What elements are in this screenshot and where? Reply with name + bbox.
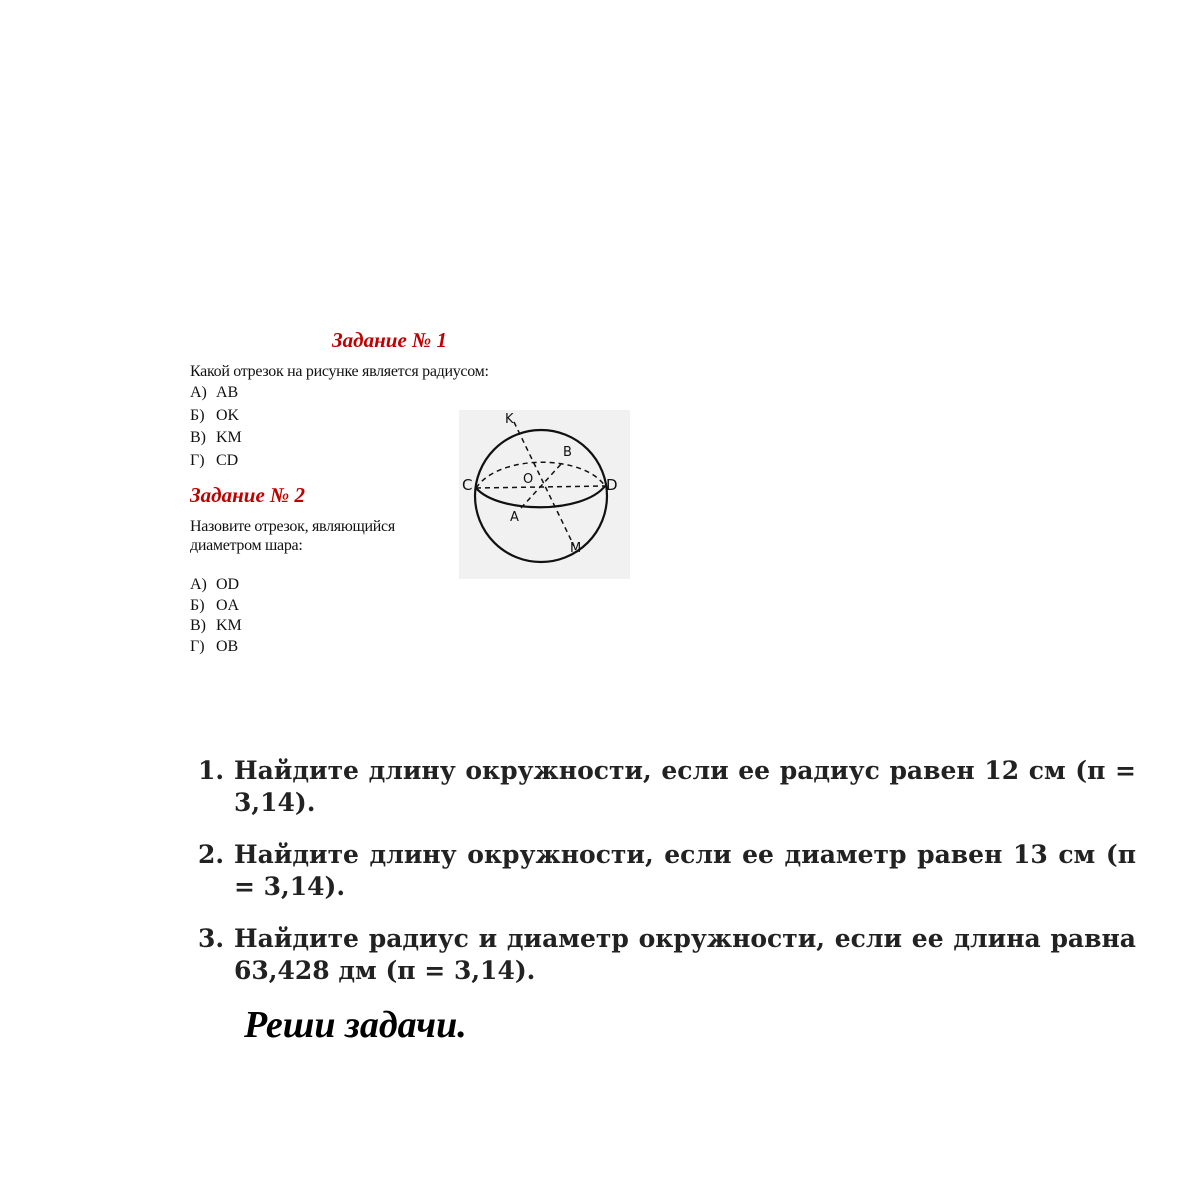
option-letter: Б): [190, 596, 205, 614]
task2-options: [190, 575, 242, 657]
label-a: A: [510, 510, 519, 525]
sphere-figure: [459, 410, 630, 579]
equator-back: [476, 462, 605, 488]
sphere-drawing: [459, 410, 630, 579]
task2-option-d: [190, 637, 242, 658]
task1-option-c: [190, 427, 242, 450]
label-m: M: [570, 541, 582, 556]
problem-number: 2.: [198, 840, 225, 869]
task2-question: Назовите отрезок, являющийся диаметром шара:: [190, 518, 395, 554]
task1-options: [190, 382, 242, 472]
problem-list: [198, 755, 1136, 1007]
label-o: O: [523, 472, 534, 487]
option-text: AB: [216, 384, 239, 401]
option-letter: А): [190, 576, 207, 593]
option-text: KM: [216, 617, 242, 634]
option-letter: Б): [190, 406, 205, 424]
problem-number: 3.: [198, 924, 225, 953]
task2-option-b: [190, 596, 242, 617]
label-b: B: [563, 445, 572, 460]
task2-heading: Задание № 2: [190, 483, 305, 507]
option-text: KM: [216, 429, 242, 446]
option-text: OD: [216, 576, 240, 593]
sphere-outline: [475, 430, 607, 562]
option-text: OA: [216, 596, 240, 614]
option-letter: А): [190, 384, 207, 401]
problem-text: Найдите радиус и диаметр окружности, если ее длина равна 63,428 дм (π = 3,14).: [234, 924, 1136, 985]
equator-front: [476, 486, 605, 507]
option-letter: Г): [190, 451, 205, 469]
option-text: OB: [216, 637, 239, 655]
problem-item: [198, 755, 1136, 819]
problem-number: 1.: [198, 756, 225, 785]
task1-option-a: [190, 382, 242, 405]
option-letter: Г): [190, 637, 205, 655]
label-d: D: [606, 476, 618, 494]
option-letter: В): [190, 429, 206, 446]
problem-item: [198, 923, 1136, 987]
task1-question: Какой отрезок на рисунке является радиусом:: [190, 363, 489, 380]
label-k: K: [505, 412, 514, 427]
option-text: CD: [216, 451, 239, 469]
problem-item: [198, 839, 1136, 903]
solve-title: Реши задачи.: [244, 1004, 467, 1046]
task1-option-b: [190, 405, 242, 428]
task1-heading: Задание № 1: [332, 328, 447, 352]
label-c: C: [462, 476, 473, 494]
task2-option-a: [190, 575, 242, 596]
option-letter: В): [190, 617, 206, 634]
task2-option-c: [190, 616, 242, 637]
option-text: OK: [216, 406, 240, 424]
problem-text: Найдите длину окружности, если ее радиус равен 12 см (π = 3,14).: [234, 756, 1136, 817]
task1-option-d: [190, 450, 242, 473]
problem-text: Найдите длину окружности, если ее диаметр равен 13 см (π = 3,14).: [234, 840, 1136, 901]
